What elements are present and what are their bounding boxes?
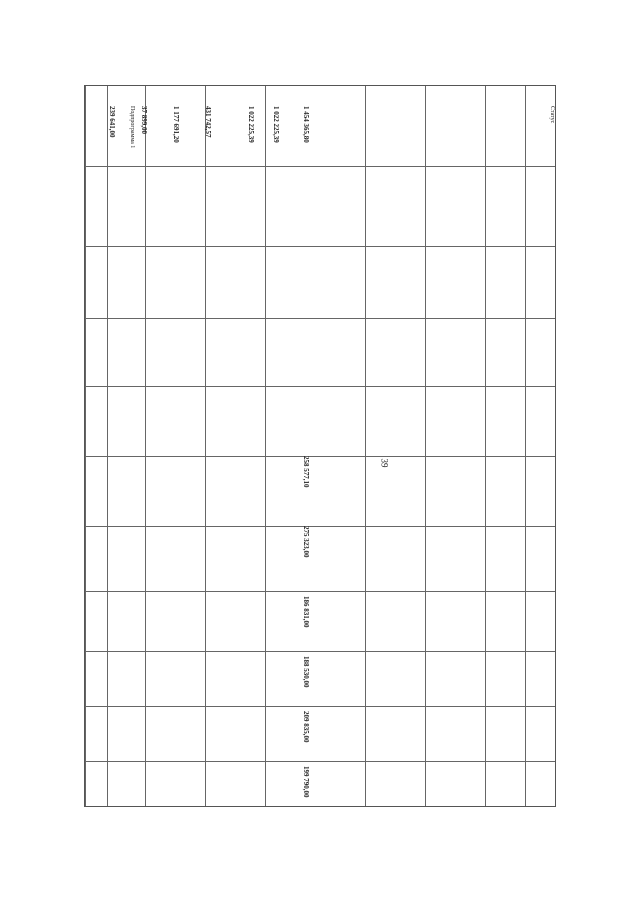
- row-total: 1 022 225,39: [247, 106, 255, 143]
- status-header: Статус: [549, 106, 555, 124]
- row-total: 1 022 225,39: [272, 106, 280, 143]
- program-label: Подпрограмма 1: [129, 106, 135, 149]
- col-value: 209 835,00: [302, 711, 310, 743]
- col-value: 186 831,00: [302, 596, 310, 628]
- row-total: 431 742,57: [204, 106, 212, 138]
- col-value: 258 577,10: [302, 456, 310, 488]
- row-total: 37 899,00: [140, 106, 148, 134]
- col-value: 188 530,00: [302, 656, 310, 688]
- col-value: 199 790,00: [302, 766, 310, 798]
- row-total: 239 641,00: [108, 106, 116, 138]
- row-total: 1 454 365,80: [302, 106, 310, 143]
- row-total: 1 177 691,20: [172, 106, 180, 143]
- col-value: 275 323,00: [302, 526, 310, 558]
- page-number: 39: [379, 458, 390, 468]
- budget-table: [84, 85, 556, 807]
